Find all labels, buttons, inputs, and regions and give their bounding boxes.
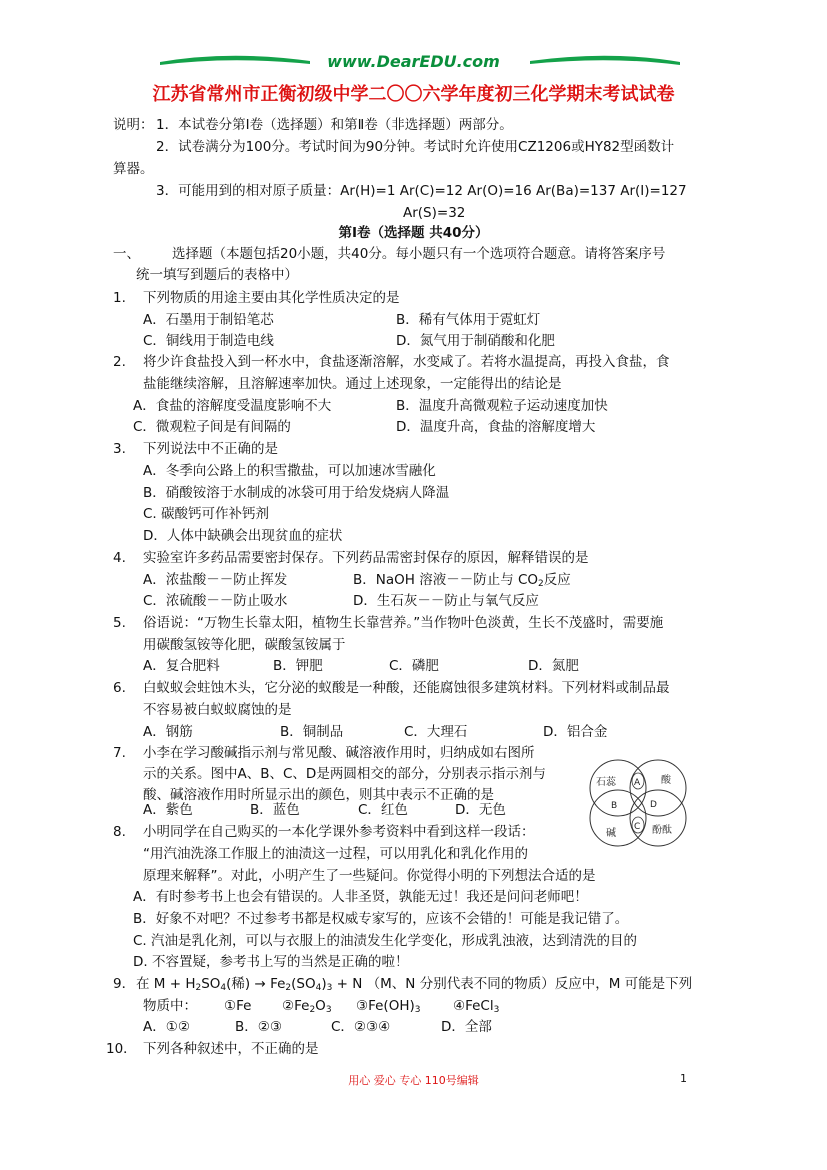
q1-stem: 下列物质的用途主要由其化学性质决定的是 bbox=[143, 290, 400, 306]
q7-num: 7. bbox=[113, 745, 126, 761]
q3-option-a[interactable]: A．冬季向公路上的积雪撒盐，可以加速冰雪融化 bbox=[143, 463, 436, 479]
q2-option-b[interactable]: B．温度升高微观粒子运动速度加快 bbox=[396, 398, 608, 414]
q7-stem-cont2: 酸、碱溶液作用时所显示出的颜色，则其中表示不正确的是 bbox=[143, 787, 494, 803]
q9-line2-pre: 物质中： bbox=[143, 998, 197, 1014]
q6-option-d[interactable]: D．铝合金 bbox=[543, 724, 608, 740]
q9-eq-part4: Fe bbox=[265, 976, 286, 992]
venn-circle-phenol bbox=[630, 790, 686, 846]
q3-num: 3. bbox=[113, 441, 126, 457]
q9-eq-part6: ) bbox=[321, 976, 327, 992]
section1-num: 一、 bbox=[113, 246, 140, 262]
q6-num: 6. bbox=[113, 680, 126, 696]
q6-stem-cont: 不容易被白蚁蚁腐蚀的是 bbox=[143, 702, 292, 718]
q6-stem: 白蚁蚁会蛀蚀木头，它分泌的蚁酸是一种酸，还能腐蚀很多建筑材料。下列材料或制品最 bbox=[143, 680, 670, 696]
q9-item-2 bbox=[282, 996, 332, 1020]
q9-eq-sub1: 2 bbox=[195, 983, 202, 993]
q1-option-b[interactable]: B．稀有气体用于霓虹灯 bbox=[396, 312, 541, 328]
q6-option-a[interactable]: A．钢筋 bbox=[143, 724, 193, 740]
q7-option-d[interactable]: D．无色 bbox=[455, 802, 506, 818]
q9-item-4a: ④FeCl bbox=[453, 998, 494, 1014]
q1-num: 1. bbox=[113, 290, 126, 306]
venn-label-litmus: 石蕊 bbox=[596, 777, 616, 788]
q8-stem-cont: “用汽油洗涤工作服上的油渍这一过程，可以用乳化和乳化作用的 bbox=[143, 846, 528, 862]
q3-stem: 下列说法中不正确的是 bbox=[143, 441, 278, 457]
notes-label: 说明： bbox=[113, 117, 154, 133]
q9-stem bbox=[136, 974, 692, 998]
footer-slogan: 用心 爱心 专心 110号编辑 bbox=[348, 1074, 479, 1087]
q9-item-3s: 3 bbox=[414, 1005, 421, 1015]
q9-item-2a: ②Fe bbox=[282, 998, 310, 1014]
venn-label-base: 碱 bbox=[606, 828, 616, 839]
q9-eq-part7: + N （M、N 分别代表不同的物质）反应中，M 可能是下列 bbox=[332, 976, 693, 992]
note-3-cont: Ar(S)=32 bbox=[403, 205, 466, 221]
q9-eq-sub4: 4 bbox=[315, 983, 322, 993]
q1-option-c[interactable]: C．铜线用于制造电线 bbox=[143, 333, 274, 349]
venn-label-c: C bbox=[634, 822, 641, 832]
q8-stem: 小明同学在自己购买的一本化学课外参考资料中看到这样一段话： bbox=[143, 824, 535, 840]
q9-item-2s1: 2 bbox=[309, 1005, 316, 1015]
q7-option-b[interactable]: B．蓝色 bbox=[250, 802, 300, 818]
q2-option-a[interactable]: A．食盐的溶解度受温度影响不大 bbox=[133, 398, 332, 414]
q4-option-a[interactable]: A．浓盐酸－－防止挥发 bbox=[143, 572, 288, 588]
q3-option-b[interactable]: B．硝酸铵溶于水制成的冰袋可用于给发烧病人降温 bbox=[143, 485, 450, 501]
q10-num: 10． bbox=[106, 1041, 137, 1057]
q9-eq-sub2: 4 bbox=[220, 983, 227, 993]
q4-option-d[interactable]: D．生石灰－－防止与氧气反应 bbox=[353, 593, 539, 609]
q9-option-d[interactable]: D．全部 bbox=[441, 1019, 492, 1035]
q9-item-3a: ③Fe(OH) bbox=[356, 998, 415, 1014]
q10-stem: 下列各种叙述中，不正确的是 bbox=[143, 1041, 319, 1057]
q8-option-b[interactable]: B．好象不对吧？不过参考书都是权威专家写的，应该不会错的！可能是我记错了。 bbox=[133, 911, 629, 927]
q5-stem-cont: 用碳酸氢铵等化肥，碳酸氢铵属于 bbox=[143, 637, 346, 653]
q2-option-d[interactable]: D．温度升高，食盐的溶解度增大 bbox=[396, 419, 596, 435]
q4-b-text: B．NaOH 溶液－－防止与 CO bbox=[353, 572, 539, 588]
note-2: 2．试卷满分为100分。考试时间为90分钟。考试时允许使用CZ1206或HY82型函数计 bbox=[156, 139, 675, 155]
q4-option-c[interactable]: C．浓硫酸－－防止吸水 bbox=[143, 593, 288, 609]
q5-stem: 俗语说：“万物生长靠太阳，植物生长靠营养。”当作物叶色淡黄，生长不茂盛时，需要施 bbox=[143, 615, 664, 631]
page-number: 1 bbox=[680, 1072, 687, 1085]
q9-eq-part2: SO bbox=[201, 976, 221, 992]
q2-num: 2. bbox=[113, 354, 126, 370]
q2-stem-cont: 盐能继续溶解，且溶解速率加快。通过上述现象，一定能得出的结论是 bbox=[143, 376, 562, 392]
q8-option-a[interactable]: A．有时参考书上也会有错误的。人非圣贤，孰能无过！我还是问问老师吧！ bbox=[133, 889, 588, 905]
q2-option-c[interactable]: C．微观粒子间是有间隔的 bbox=[133, 419, 291, 435]
q9-option-b[interactable]: B．②③ bbox=[235, 1019, 282, 1035]
q9-item-4s: 3 bbox=[493, 1005, 500, 1015]
section1-intro-cont: 统一填写到题后的表格中） bbox=[136, 267, 298, 283]
q5-option-a[interactable]: A．复合肥料 bbox=[143, 658, 220, 674]
q9-item-1: ①Fe bbox=[224, 998, 252, 1014]
q1-option-d[interactable]: D．氮气用于制硝酸和化肥 bbox=[396, 333, 555, 349]
q5-option-b[interactable]: B．钾肥 bbox=[273, 658, 323, 674]
venn-label-phenol: 酚酞 bbox=[652, 825, 672, 836]
q9-eq-sub3: 2 bbox=[285, 983, 292, 993]
q4-stem: 实验室许多药品需要密封保存。下列药品需密封保存的原因，解释错误的是 bbox=[143, 550, 589, 566]
q8-num: 8. bbox=[113, 824, 126, 840]
note-1: 1．本试卷分第Ⅰ卷（选择题）和第Ⅱ卷（非选择题）两部分。 bbox=[156, 117, 513, 133]
exam-title: 江苏省常州市正衡初级中学二〇〇六学年度初三化学期末考试试卷 bbox=[152, 84, 675, 105]
q7-option-c[interactable]: C．红色 bbox=[358, 802, 408, 818]
q4-b-sub: 2 bbox=[538, 579, 544, 589]
q5-option-c[interactable]: C．磷肥 bbox=[389, 658, 439, 674]
q4-b-post: 反应 bbox=[543, 572, 571, 588]
note-3: 3．可能用到的相对原子质量：Ar(H)=1 Ar(C)=12 Ar(O)=16 Ar(Ba)=137 Ar(I)=127 bbox=[156, 183, 687, 199]
venn-label-d: D bbox=[650, 800, 657, 810]
venn-label-b: B bbox=[611, 801, 618, 811]
q9-item-2s2: 3 bbox=[325, 1005, 332, 1015]
venn-label-acid: 酸 bbox=[661, 775, 671, 786]
q9-eq-sub5: 3 bbox=[326, 983, 333, 993]
q8-stem-cont2: 原理来解释”。对此，小明产生了一些疑问。你觉得小明的下列想法合适的是 bbox=[143, 868, 596, 884]
note-2-cont: 算器。 bbox=[113, 161, 154, 177]
q9-item-2b: O bbox=[315, 998, 326, 1014]
q8-option-d[interactable]: D. 不容置疑，参考书上写的当然是正确的啦！ bbox=[133, 954, 409, 970]
venn-circle-acid bbox=[630, 760, 686, 816]
venn-diagram bbox=[582, 752, 696, 852]
q5-num: 5. bbox=[113, 615, 126, 631]
venn-label-a: A bbox=[634, 778, 641, 788]
q9-line2 bbox=[143, 996, 197, 1016]
q6-option-c[interactable]: C．大理石 bbox=[404, 724, 468, 740]
q9-eq-part5: (SO bbox=[291, 976, 316, 992]
q7-option-a[interactable]: A．紫色 bbox=[143, 802, 193, 818]
q7-stem-cont: 示的关系。图中A、B、C、D是两圆相交的部分，分别表示指示剂与 bbox=[143, 766, 546, 782]
q9-option-c[interactable]: C．②③④ bbox=[331, 1019, 391, 1035]
q9-option-a[interactable]: A．①② bbox=[143, 1019, 190, 1035]
q8-option-c[interactable]: C. 汽油是乳化剂，可以与衣服上的油渍发生化学变化，形成乳浊液，达到清洗的目的 bbox=[133, 933, 638, 949]
section1-intro: 选择题（本题包括20小题，共40分。每小题只有一个选项符合题意。请将答案序号 bbox=[172, 246, 666, 262]
q5-option-d[interactable]: D．氮肥 bbox=[528, 658, 579, 674]
q4-num: 4. bbox=[113, 550, 126, 566]
q3-option-d[interactable]: D．人体中缺碘会出现贫血的症状 bbox=[143, 528, 343, 544]
q9-num: 9． bbox=[113, 976, 136, 992]
q3-option-c[interactable]: C. 碳酸钙可作补钙剂 bbox=[143, 506, 270, 522]
q7-stem: 小李在学习酸碱指示剂与常见酸、碱溶液作用时，归纳成如右图所 bbox=[143, 745, 535, 761]
q2-stem: 将少许食盐投入到一杯水中，食盐逐渐溶解，水变咸了。若将水温提高，再投入食盐，食 bbox=[143, 354, 670, 370]
q6-option-b[interactable]: B．铜制品 bbox=[280, 724, 344, 740]
q9-eq-part3: (稀) bbox=[226, 976, 255, 992]
q9-eq-part1: 在 M + H bbox=[136, 976, 196, 992]
q1-option-a[interactable]: A．石墨用于制铅笔芯 bbox=[143, 312, 274, 328]
q9-arrow: → bbox=[254, 976, 266, 992]
site-url[interactable]: www.DearEDU.com bbox=[327, 52, 500, 71]
section1-heading: 第Ⅰ卷（选择题 共40分） bbox=[338, 225, 489, 241]
